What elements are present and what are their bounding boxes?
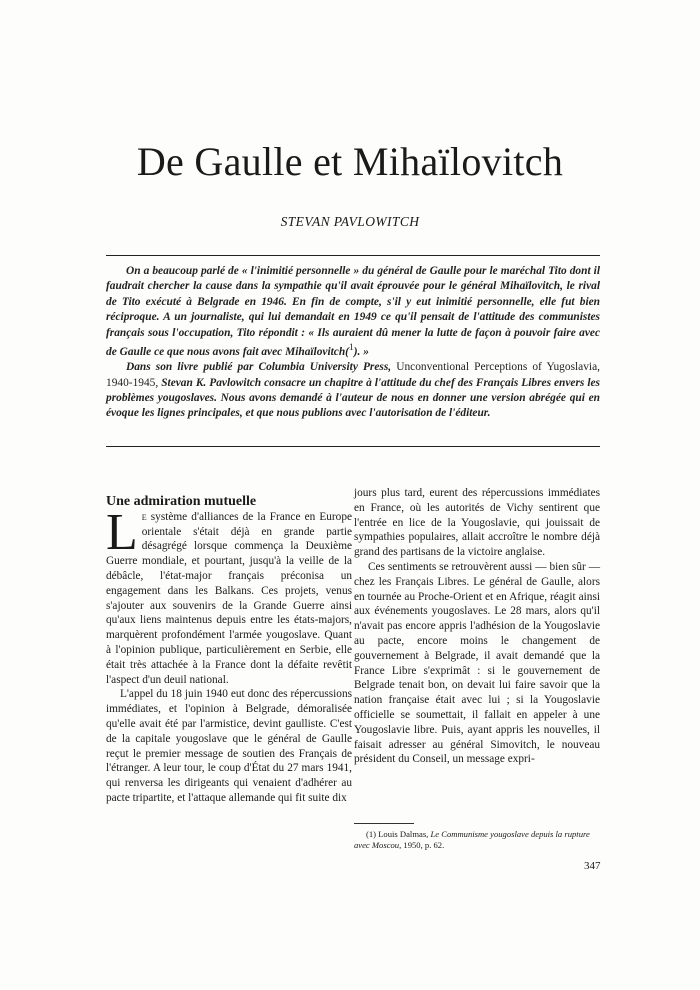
section-heading: Une admiration mutuelle xyxy=(106,494,257,509)
footnote-reference[interactable]: 1 xyxy=(348,343,354,354)
book-title: Unconventional Perceptions of Yugoslavia, 1940-1945, xyxy=(106,361,600,389)
article-intro xyxy=(106,264,600,422)
intro-bottom-rule xyxy=(106,446,600,447)
footnote-work-title: Le Communisme yougoslave depuis la rupture avec Moscou, xyxy=(354,829,590,850)
body-paragraph-3: Ces sentiments se retrouvèrent aussi — bien sûr — chez les Français Libres. Le général de Gaulle, alors en tournée au Proche-Orient et en Afrique, réagit ainsi aux événements yougoslaves. Le 28 mars, alors qu'il n'avait pas encore appris l'adhésion de la Yougoslavie au pacte, encore moins le changement de gouvernement à Belgrade, il avait demandé que la France Libre s'exprimât : si le gouvernement de Belgrade tenait bon, on devait lui faire savoir que la nation française était avec lui ; si la Yougoslavie officielle se soumettait, il fallait en appeler à une Yougoslavie libre. Puis, ayant appris les nouvelles, il faisait adresser au général Simovitch, le nouveau président du Conseil, un message expri- xyxy=(354,560,600,766)
body-paragraph-1: Le système d'alliances de la France en Europe orientale s'était déjà en grande partie désagrégé lorsque commença la Deuxième Guerre mondiale, et pourtant, jusqu'à la veille de la débâcle, l'état-major français préconisa un engagement dans les Balkans. Ces projets, venus s'ajouter aux souvenirs de la Grande Guerre ainsi qu'aux liens maintenus depuis entre les états-majors, marquèrent profondément l'armée yougoslave. Quant à l'opinion publique, particulièrement en Serbie, elle était très attachée à la France dont la défaite revêtit l'aspect d'un deuil national. xyxy=(106,503,352,686)
article-author: STEVAN PAVLOWITCH xyxy=(280,214,420,229)
body-paragraph-2: L'appel du 18 juin 1940 eut donc des répercussions immédiates, et l'opinion à Belgrade, démoralisée qu'elle avait été par l'armistice, devint gaulliste. C'est de la capitale yougoslave que le général de Gaulle reçut le premier message de soutien des Français de l'étranger. A leur tour, le coup d'État du 27 mars 1941, qui renversa les dirigeants qui venaient d'adhérer au pacte tripartite, et l'attaque allemande qui fit suite dix xyxy=(106,688,352,804)
column-left xyxy=(106,495,352,806)
intro-paragraph-2: Dans son livre publié par Columbia University Press, Unconventional Perceptions of Yugoslavia, 1940-1945, Stevan K. Pavlowitch consacre un chapitre à l'attitude du chef des Français Libres envers les problèmes yougoslaves. Nous avons demandé à l'auteur de nous en donner une version abrégée qui en évoque les lignes principales, et que nous publions avec l'autorisation de l'éditeur. xyxy=(106,361,600,420)
body-paragraph-2-continued: jours plus tard, eurent des répercussions immédiates en France, où les autorités de Vichy sentirent que l'entrée en lice de la Yougoslavie, qui jouissait de sympathies populaires, allait accroître le nombre déjà grand des partisans de la victoire anglaise. xyxy=(354,487,600,559)
footnote-rule xyxy=(354,823,414,824)
footnote-1: (1) Louis Dalmas, Le Communisme yougoslave depuis la rupture avec Moscou, 1950, p. 62. xyxy=(354,829,590,850)
intro-top-rule xyxy=(106,255,600,256)
column-right xyxy=(354,486,600,767)
page-number: 347 xyxy=(584,860,601,872)
drop-cap: L xyxy=(106,503,138,561)
article-title: De Gaulle et Mihaïlovitch xyxy=(136,139,564,184)
intro-paragraph-1: On a beaucoup parlé de « l'inimitié personnelle » du général de Gaulle pour le maréchal Tito dont il faudrait chercher la cause dans la sympathie qu'il avait éprouvée pour le général Mihaïlovitch, le rival de Tito exécuté à Belgrade en 1946. En fin de compte, s'il y eut inimitié personnelle, elle fut bien réciproque. A un journaliste, qui lui demandait en 1949 ce qu'il pensait de l'attitude des communistes français sous l'occupation, Tito répondit : « Ils auraient dû mener la lutte de façon à pouvoir faire avec de Gaulle ce que nous avons fait avec Mihaïlovitch($^1$). » xyxy=(106,265,600,358)
